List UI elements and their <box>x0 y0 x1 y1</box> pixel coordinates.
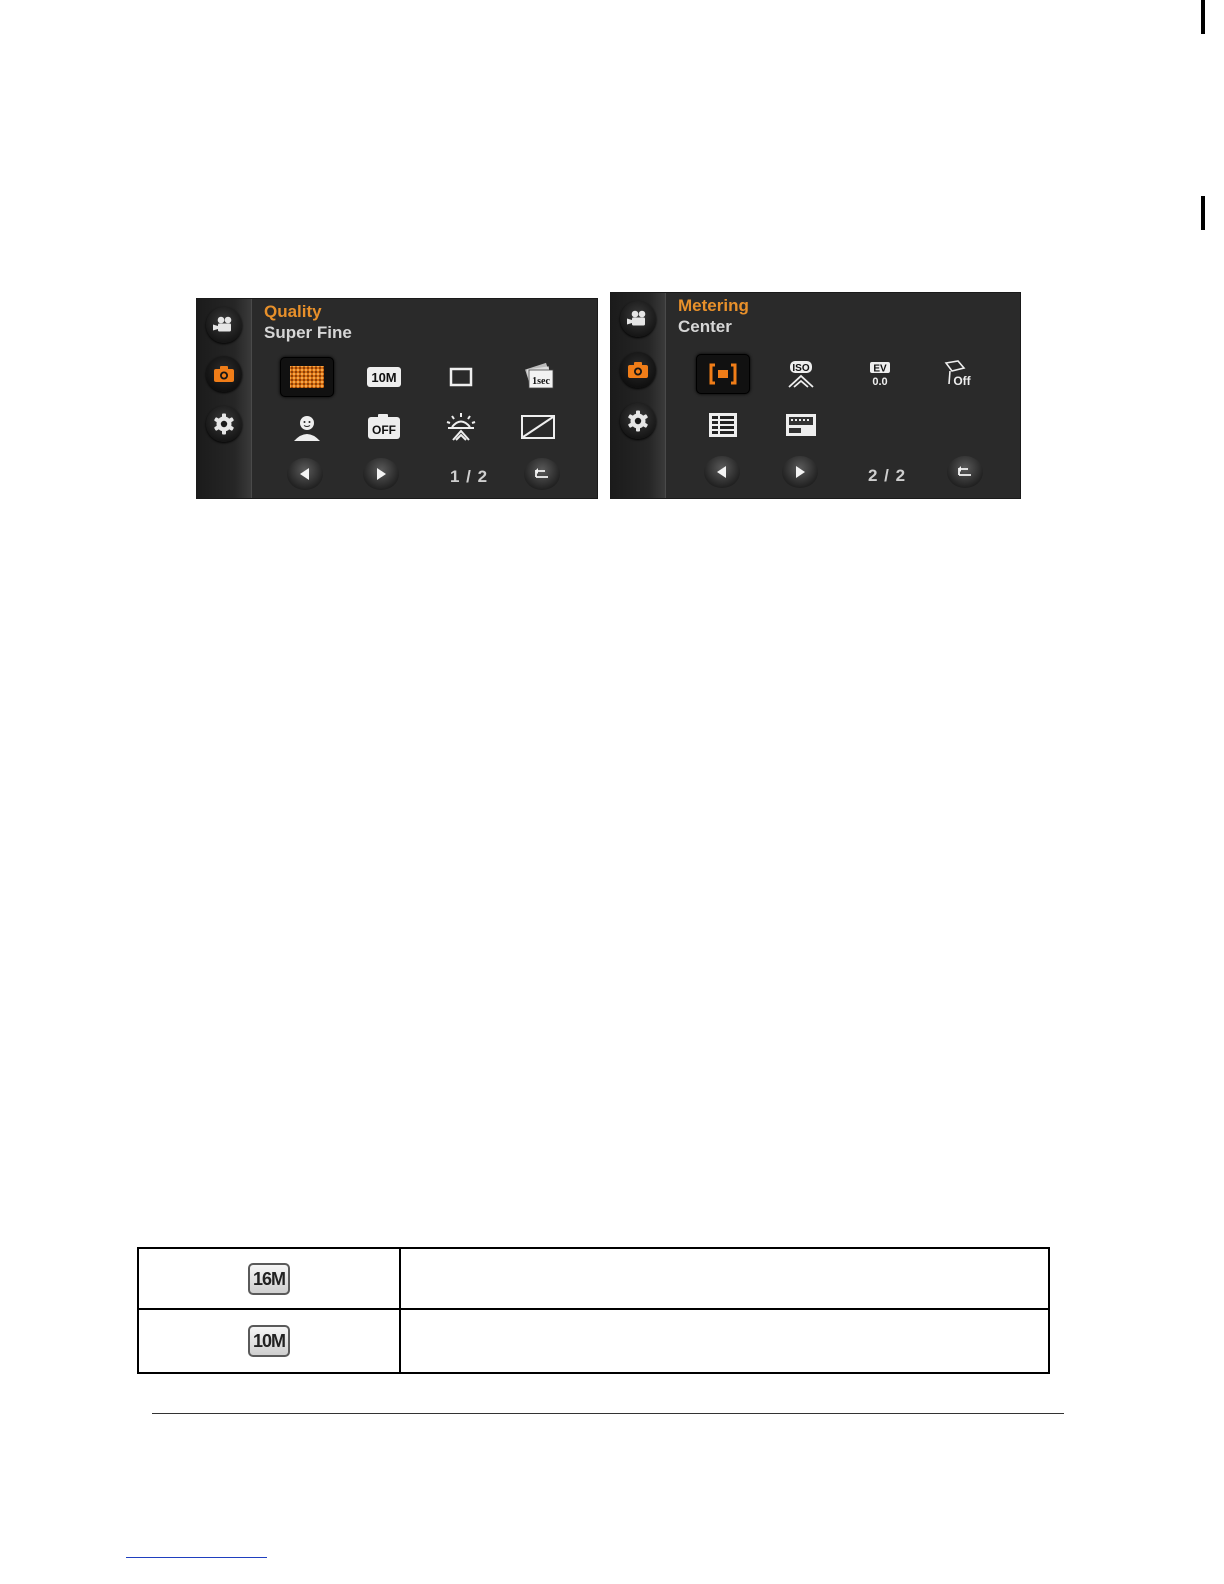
resolution-table <box>137 1247 1050 1374</box>
table-cell-description <box>400 1248 1049 1309</box>
back-button[interactable] <box>947 456 983 488</box>
svg-text:OFF: OFF <box>372 423 396 437</box>
return-icon <box>534 466 550 482</box>
menu-current-value: Center <box>678 317 732 336</box>
video-mode-button[interactable] <box>620 301 656 337</box>
page-edge-mark <box>1201 0 1205 34</box>
quality-superfine-icon <box>289 361 325 393</box>
return-icon <box>957 464 973 480</box>
gear-icon <box>626 409 650 433</box>
white-balance-icon <box>443 411 479 443</box>
iso-option[interactable] <box>774 354 828 394</box>
video-mode-button[interactable] <box>206 307 242 343</box>
quality-option[interactable] <box>280 357 334 397</box>
iso-auto-icon <box>783 358 819 390</box>
next-page-button[interactable] <box>782 456 818 488</box>
single-shot-icon <box>443 361 479 393</box>
mode-rail <box>611 293 666 498</box>
ev-option[interactable] <box>853 354 907 394</box>
back-button[interactable] <box>524 458 560 490</box>
arrow-left-icon <box>714 464 730 480</box>
face-detect-option[interactable] <box>280 407 334 447</box>
sharpness-icon <box>520 411 556 443</box>
table-cell-icon <box>138 1248 400 1309</box>
color-effect-icon <box>705 409 741 441</box>
flash-option[interactable] <box>931 354 985 394</box>
footer-link-underline <box>126 1557 267 1558</box>
arrow-right-icon <box>373 466 389 482</box>
table-cell-icon <box>138 1309 400 1373</box>
date-stamp-icon <box>783 409 819 441</box>
camera-menu-screen-metering <box>610 292 1021 499</box>
metering-option[interactable] <box>696 354 750 394</box>
settings-mode-button[interactable] <box>620 403 656 439</box>
photo-mode-button[interactable] <box>620 352 656 388</box>
resolution-10m-icon <box>366 361 402 393</box>
footer-rule <box>152 1413 1064 1414</box>
page-indicator: 2 / 2 <box>868 466 907 485</box>
flash-off-icon <box>940 358 976 390</box>
svg-text:ISO: ISO <box>792 363 810 374</box>
mode-rail <box>197 299 252 498</box>
anti-shake-off-icon <box>366 411 402 443</box>
svg-text:EV: EV <box>873 363 887 375</box>
arrow-right-icon <box>792 464 808 480</box>
video-camera-icon <box>212 313 236 337</box>
settings-mode-button[interactable] <box>206 406 242 442</box>
svg-text:10M: 10M <box>371 370 397 385</box>
page-edge-mark <box>1201 196 1205 230</box>
gear-icon <box>212 412 236 436</box>
sharpness-option[interactable] <box>511 407 565 447</box>
camera-icon <box>626 358 650 382</box>
drive-mode-option[interactable] <box>434 357 488 397</box>
previous-page-button[interactable] <box>287 458 323 490</box>
white-balance-option[interactable] <box>434 407 488 447</box>
table-row <box>138 1248 1049 1309</box>
resolution-16m-icon: 16M <box>248 1263 290 1295</box>
resolution-option[interactable] <box>357 357 411 397</box>
color-effect-option[interactable] <box>696 405 750 445</box>
camera-menu-screen-quality <box>196 298 598 499</box>
menu-current-value: Super Fine <box>264 323 352 342</box>
next-page-button[interactable] <box>363 458 399 490</box>
camera-icon <box>212 362 236 386</box>
svg-text:0.0: 0.0 <box>872 376 888 388</box>
table-cell-description <box>400 1309 1049 1373</box>
svg-text:1sec: 1sec <box>532 376 550 387</box>
face-detect-icon <box>289 411 325 443</box>
previous-page-button[interactable] <box>704 456 740 488</box>
date-stamp-option[interactable] <box>774 405 828 445</box>
burst-1sec-icon <box>520 361 556 393</box>
table-row <box>138 1309 1049 1373</box>
metering-center-icon <box>705 358 741 390</box>
page-indicator: 1 / 2 <box>450 467 489 486</box>
anti-shake-option[interactable] <box>357 407 411 447</box>
ev-icon <box>862 358 898 390</box>
menu-title: Quality <box>264 302 322 321</box>
burst-option[interactable] <box>511 357 565 397</box>
photo-mode-button[interactable] <box>206 356 242 392</box>
video-camera-icon <box>626 307 650 331</box>
menu-title: Metering <box>678 296 749 315</box>
arrow-left-icon <box>297 466 313 482</box>
svg-text:Off: Off <box>953 374 971 388</box>
resolution-10m-icon: 10M <box>248 1325 290 1357</box>
